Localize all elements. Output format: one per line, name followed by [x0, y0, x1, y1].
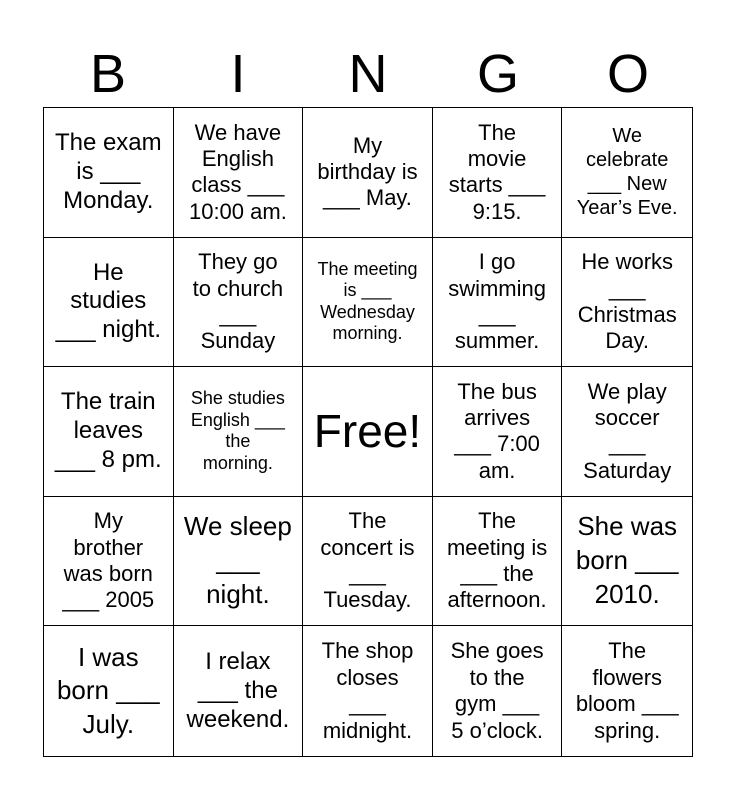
bingo-cell[interactable]: The exam is ___ Monday. — [44, 108, 174, 238]
bingo-board — [43, 107, 693, 757]
header-letter-i: I — [230, 44, 246, 104]
bingo-cell[interactable]: He studies ___ night. — [44, 238, 174, 368]
header-letter-g: G — [476, 44, 519, 104]
header-letter-n: N — [348, 44, 388, 104]
bingo-cell[interactable]: We have English class ___ 10:00 am. — [174, 108, 304, 238]
bingo-cell[interactable]: She goes to the gym ___ 5 o’clock. — [433, 626, 563, 756]
bingo-cell[interactable]: The bus arrives ___ 7:00 am. — [433, 367, 563, 497]
bingo-cell[interactable]: The meeting is ___ the afternoon. — [433, 497, 563, 627]
header-letter-o: O — [606, 44, 649, 104]
bingo-cell[interactable]: I go swimming ___ summer. — [433, 238, 563, 368]
bingo-cell[interactable]: She studies English ___ the morning. — [174, 367, 304, 497]
bingo-cell[interactable]: We celebrate ___ New Year’s Eve. — [562, 108, 692, 238]
free-space[interactable]: Free! — [303, 367, 433, 497]
bingo-cell[interactable]: My brother was born ___ 2005 — [44, 497, 174, 627]
bingo-cell[interactable]: The flowers bloom ___ spring. — [575, 638, 679, 743]
bingo-header — [43, 40, 693, 108]
bingo-cell[interactable]: The train leaves ___ 8 pm. — [44, 367, 174, 497]
bingo-cell[interactable]: The meeting is ___ Wednesday morning. — [303, 238, 433, 368]
bingo-cell[interactable]: He works ___ Christmas Day. — [562, 238, 692, 368]
bingo-cell[interactable]: She was born ___ 2010. — [562, 497, 692, 627]
bingo-cell[interactable]: We sleep ___ night. — [174, 497, 304, 627]
bingo-cell[interactable]: The shop closes ___ midnight. — [303, 626, 433, 756]
bingo-cell[interactable]: They go to church ___ Sunday — [174, 238, 304, 368]
bingo-cell[interactable]: I relax ___ the weekend. — [174, 626, 304, 756]
bingo-cell[interactable]: My birthday is ___ May. — [303, 108, 433, 238]
bingo-cell[interactable]: I was born ___ July. — [44, 626, 174, 756]
bingo-cell[interactable]: We play soccer ___ Saturday — [562, 367, 692, 497]
bingo-cell[interactable]: The movie starts ___ 9:15. — [433, 108, 563, 238]
bingo-cell[interactable]: The concert is ___ Tuesday. — [303, 497, 433, 627]
header-letter-b: B — [89, 44, 127, 104]
